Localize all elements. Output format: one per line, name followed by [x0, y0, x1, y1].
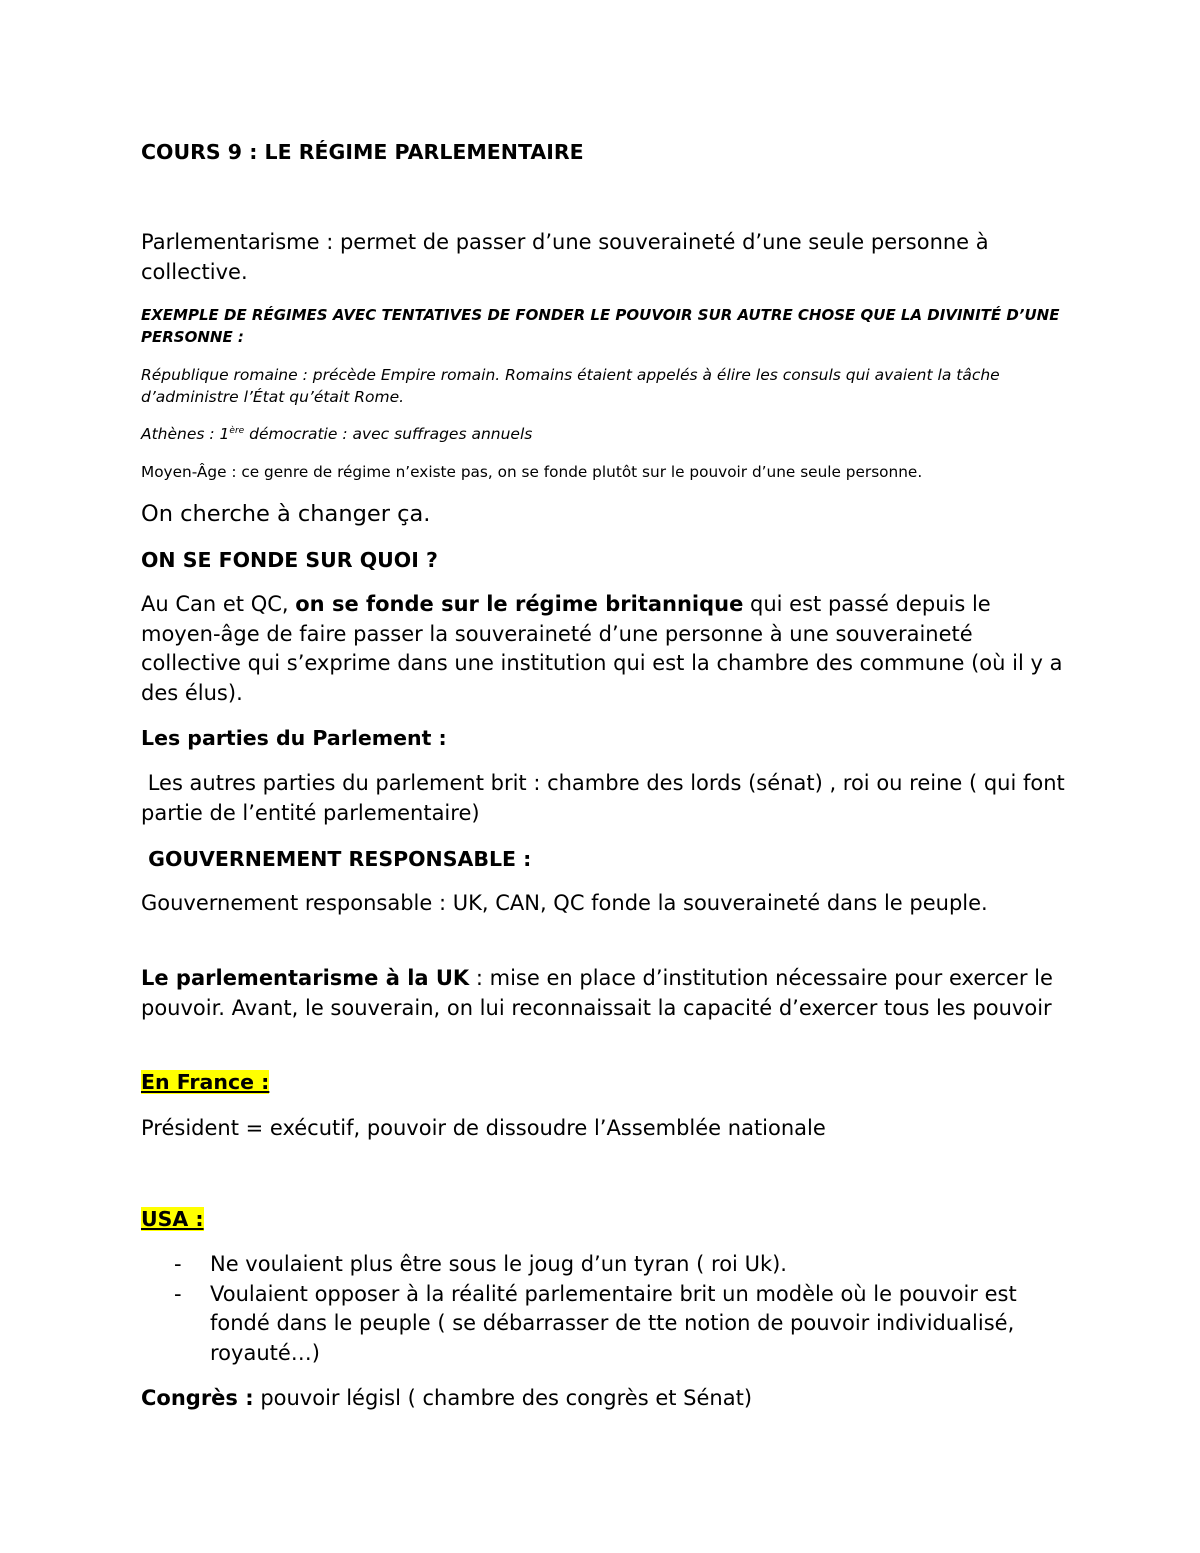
can-qc-text-rest: qui est passé depuis le moyen-âge de faire passer la souveraineté d’une personne à une souveraineté collective qui s’exprime dans une institution qui est la chambre des commune (où il y a des élus).: [141, 592, 1063, 705]
bullet-dash: -: [174, 1281, 182, 1306]
list-item-text: Voulaient opposer à la réalité parlementaire brit un modèle où le pouvoir est fondé dans le peuple ( se débarrasser de tte notion de pouvoir individualisé, royauté…): [210, 1281, 1017, 1365]
page-title: COURS 9 : LE RÉGIME PARLEMENTAIRE: [141, 140, 584, 164]
can-qc-paragraph: [141, 590, 1071, 708]
uk-bold: Le parlementarisme à la UK: [141, 966, 470, 990]
athenes-superscript: ère: [229, 425, 245, 436]
congres-paragraph: [141, 1384, 1071, 1414]
list-item: [141, 1280, 1071, 1369]
parties-paragraph: Les autres parties du parlement brit : chambre des lords (sénat) , roi ou reine ( qui font partie de l’entité parlementaire): [141, 771, 1072, 825]
rome-paragraph: République romaine : précède Empire romain. Romains étaient appelés à élire les consuls qui avaient la tâche d’administre l’État qu’était Rome.: [141, 366, 1000, 406]
list-item-text: Ne voulaient plus être sous le joug d’un tyran ( roi Uk).: [210, 1252, 787, 1276]
parties-heading: Les parties du Parlement :: [141, 726, 447, 750]
change-paragraph: On cherche à changer ça.: [141, 501, 431, 527]
gov-paragraph: Gouvernement responsable : UK, CAN, QC fonde la souveraineté dans le peuple.: [141, 891, 988, 915]
congres-bold: Congrès :: [141, 1386, 254, 1410]
uk-paragraph: [141, 964, 1071, 1023]
examples-heading: EXEMPLE DE RÉGIMES AVEC TENTATIVES DE FONDER LE POUVOIR SUR AUTRE CHOSE QUE LA DIVINITÉ D’UNE PERSONNE :: [141, 306, 1060, 346]
france-heading: En France :: [141, 1070, 270, 1094]
congres-text: pouvoir législ ( chambre des congrès et Sénat): [253, 1386, 753, 1410]
gov-heading: GOUVERNEMENT RESPONSABLE :: [141, 847, 532, 871]
bullet-dash: -: [174, 1252, 182, 1276]
can-qc-text: Au Can et QC,: [141, 592, 296, 616]
france-paragraph: Président = exécutif, pouvoir de dissoudre l’Assemblée nationale: [141, 1116, 826, 1140]
athenes-text-rest: démocratie : avec suffrages annuels: [244, 425, 533, 443]
moyen-age-paragraph: Moyen-Âge : ce genre de régime n’existe pas, on se fonde plutôt sur le pouvoir d’une seule personne.: [141, 463, 923, 481]
athenes-paragraph: [141, 423, 1071, 445]
uk-text: : mise en place d’institution nécessaire pour exercer le pouvoir. Avant, le souverain, on lui reconnaissait la capacité d’exercer tous les pouvoir: [141, 966, 1053, 1020]
usa-bullet-list: [141, 1250, 1071, 1368]
question-heading: ON SE FONDE SUR QUOI ?: [141, 548, 438, 572]
athenes-text: Athènes : 1: [141, 425, 230, 443]
intro-paragraph: Parlementarisme : permet de passer d’une souveraineté d’une seule personne à collective.: [141, 230, 989, 284]
france-heading-line: [141, 1068, 1071, 1098]
usa-heading: USA :: [141, 1207, 204, 1231]
usa-heading-line: [141, 1205, 1071, 1235]
list-item: [141, 1250, 1071, 1280]
can-qc-bold: on se fonde sur le régime britannique: [295, 592, 744, 616]
